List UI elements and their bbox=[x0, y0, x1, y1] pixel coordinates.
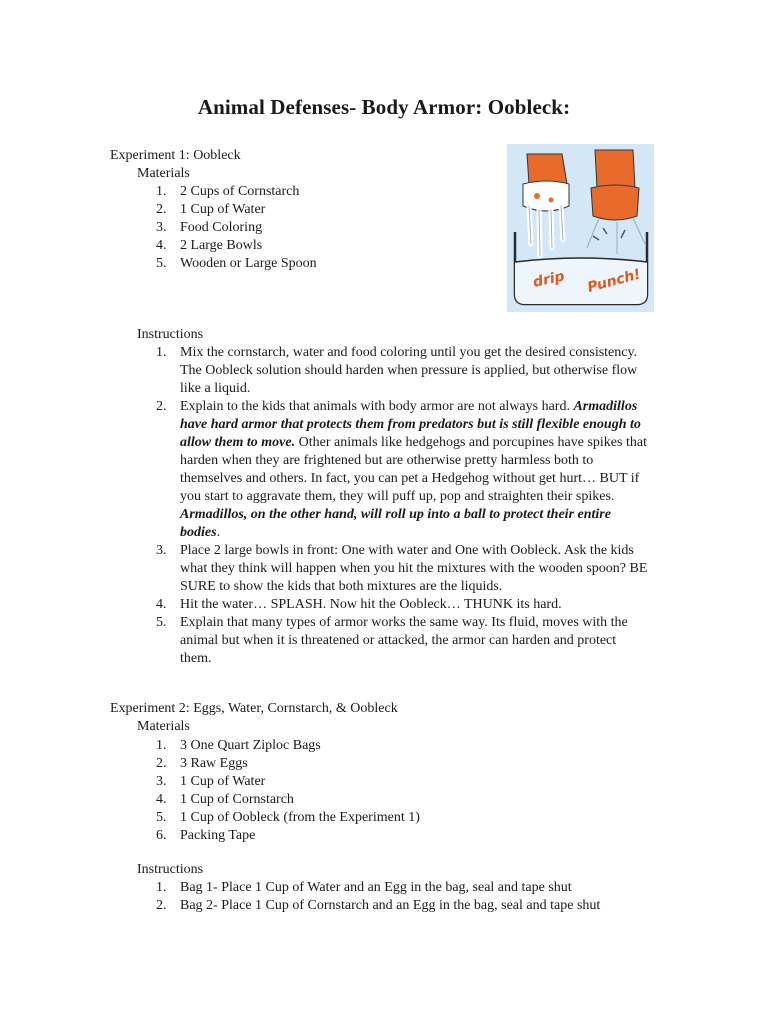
list-item: 5. 1 Cup of Oobleck (from the Experiment 1) bbox=[156, 810, 420, 825]
list-item: 1. Bag 1- Place 1 Cup of Water and an Egg in the bag, seal and tape shut bbox=[156, 880, 572, 895]
experiment-1-instructions-list bbox=[150, 344, 650, 668]
experiment-2-materials-label: Materials bbox=[137, 719, 190, 734]
page-title: Animal Defenses- Body Armor: Oobleck: bbox=[197, 95, 571, 119]
list-item: 2. 3 Raw Eggs bbox=[156, 756, 248, 771]
list-item: 3. 1 Cup of Water bbox=[156, 774, 266, 789]
list-item: 1. 2 Cups of Cornstarch bbox=[156, 184, 300, 199]
experiment-2-heading: Experiment 2: Eggs, Water, Cornstarch, & Oobleck bbox=[110, 701, 398, 716]
experiment-1-instructions-label: Instructions bbox=[137, 327, 204, 342]
experiment-2-materials-list bbox=[150, 737, 550, 845]
experiment-2-instructions-list bbox=[150, 879, 660, 915]
list-item: 1. Mix the cornstarch, water and food coloring until you get the desired consistency. The Oobleck solution should harden when pressure is applied, but otherwise flow like a liquid. bbox=[156, 345, 638, 396]
punch-label: Punch! bbox=[585, 266, 643, 296]
oobleck-illustration bbox=[507, 144, 654, 312]
list-item: 4. Hit the water… SPLASH. Now hit the Oobleck… THUNK its hard. bbox=[156, 597, 562, 612]
list-item: 1. 3 One Quart Ziploc Bags bbox=[156, 738, 321, 753]
list-item: 5. Explain that many types of armor works the same way. Its fluid, moves with the animal but when it is threatened or attacked, the armor can harden and protect them. bbox=[156, 615, 628, 666]
list-item: 6. Packing Tape bbox=[156, 828, 256, 843]
list-item: 2. Bag 2- Place 1 Cup of Cornstarch and an Egg in the bag, seal and tape shut bbox=[156, 898, 601, 913]
experiment-1-heading: Experiment 1: Oobleck bbox=[110, 148, 241, 163]
list-item: 3. Food Coloring bbox=[156, 220, 263, 235]
list-item: 4. 1 Cup of Cornstarch bbox=[156, 792, 294, 807]
drip-label: drip bbox=[531, 268, 567, 291]
experiment-2-instructions-label: Instructions bbox=[137, 862, 204, 877]
list-item: 2. Explain to the kids that animals with body armor are not always hard. Armadillos have hard armor that protects them from predators but is still flexible enough to allow them to move. Other animals like hedgehogs and porcupines have spikes that harden when they are frightened but are otherwise pretty harmless both to themselves and others. In fact, you can pet a Hedgehog without get hurt… BUT if you start to aggravate them, they will puff up, pop and straighten their spikes. Armadillos, on the other hand, will roll up into a ball to protect their entire bodies. bbox=[156, 399, 647, 540]
list-item: 3. Place 2 large bowls in front: One with water and One with Oobleck. Ask the kids what they think will happen when you hit the mixtures with the wooden spoon? BE SURE to show the kids that both mixtures are the liquids. bbox=[156, 543, 648, 594]
experiment-1-materials-label: Materials bbox=[137, 166, 190, 181]
list-item: 5. Wooden or Large Spoon bbox=[156, 256, 317, 271]
list-item: 2. 1 Cup of Water bbox=[156, 202, 266, 217]
list-item: 4. 2 Large Bowls bbox=[156, 238, 263, 253]
experiment-1-materials-list bbox=[150, 183, 490, 273]
